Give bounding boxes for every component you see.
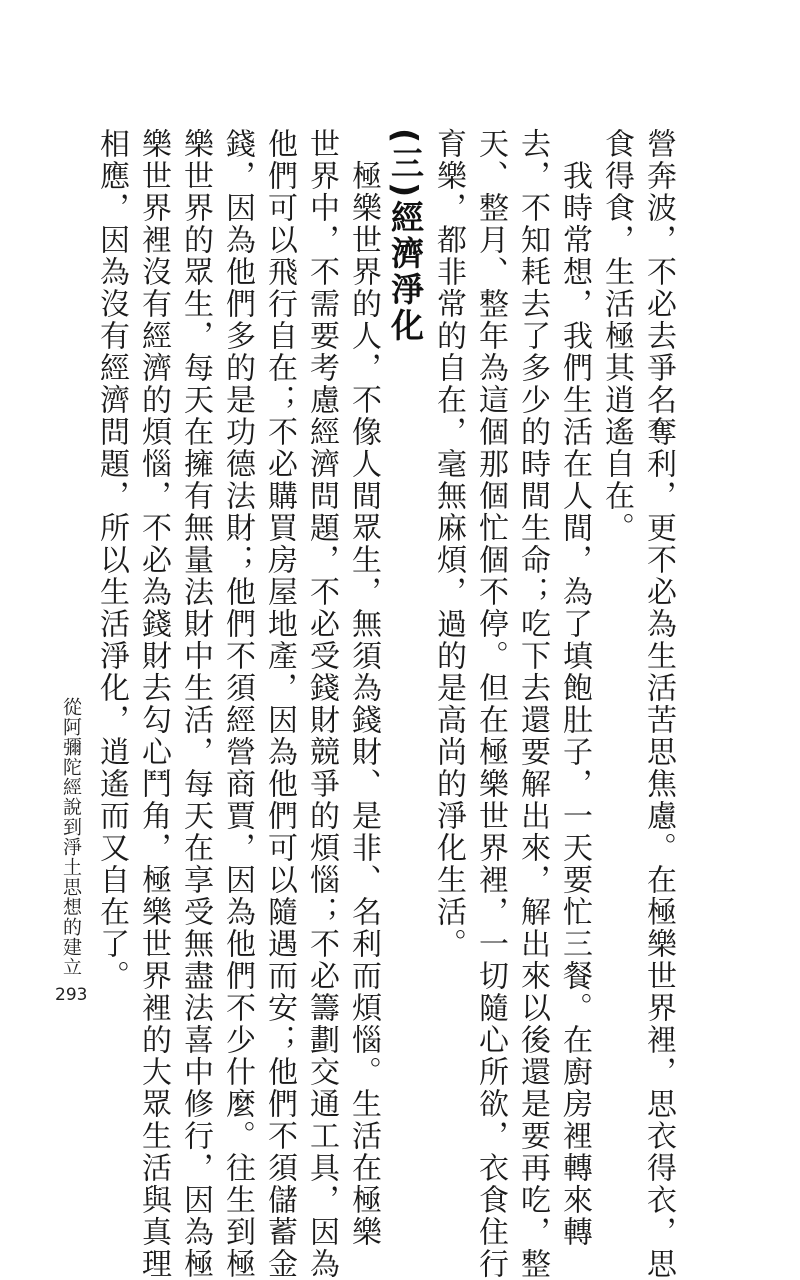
text-column: 天、整月、整年為這個那個忙個不停。但在極樂世界裡，一切隨心所欲，衣食住行 [473,128,508,1280]
text-column: 他們可以飛行自在；不必購買房屋地產，因為他們可以隨遇而安；他們不須儲蓄金 [262,128,297,1280]
running-title: 從阿彌陀經說到淨土思想的建立 [60,697,82,977]
text-column: 我時常想，我們生活在人間，為了填飽肚子，一天要忙三餐。在廚房裡轉來轉 [557,128,592,1248]
text-column: 育樂，都非常的自在，毫無麻煩，過的是高尚的淨化生活。 [431,128,466,960]
text-column: 錢，因為他們多的是功德法財；他們不須經營商賈，因為他們不少什麼。往生到極 [220,128,255,1280]
text-column: 世界中，不需要考慮經濟問題，不必受錢財競爭的煩惱；不必籌劃交通工具，因為 [304,128,339,1280]
page-number: 293 [55,985,88,1005]
text-column: 去，不知耗去了多少的時間生命；吃下去還要解出來，解出來以後還是要再吃，整 [515,128,550,1280]
text-column: 樂世界的眾生，每天在擁有無量法財中生活，每天在享受無盡法喜中修行，因為極 [178,128,213,1280]
text-column: 樂世界裡沒有經濟的煩惱，不必為錢財去勾心鬥角，極樂世界裡的大眾生活與真理 [136,128,171,1280]
text-column: 食得食，生活極其逍遙自在。 [599,128,634,544]
section-heading: (三)經濟淨化 [386,128,425,345]
text-column: 相應，因為沒有經濟問題，所以生活淨化，逍遙而又自在了。 [94,128,129,992]
text-column: 營奔波，不必去爭名奪利，更不必為生活苦思焦慮。在極樂世界裡，思衣得衣，思 [641,128,676,1280]
text-column: 極樂世界的人，不像人間眾生，無須為錢財、是非、名利而煩惱。生活在極樂 [346,128,381,1248]
